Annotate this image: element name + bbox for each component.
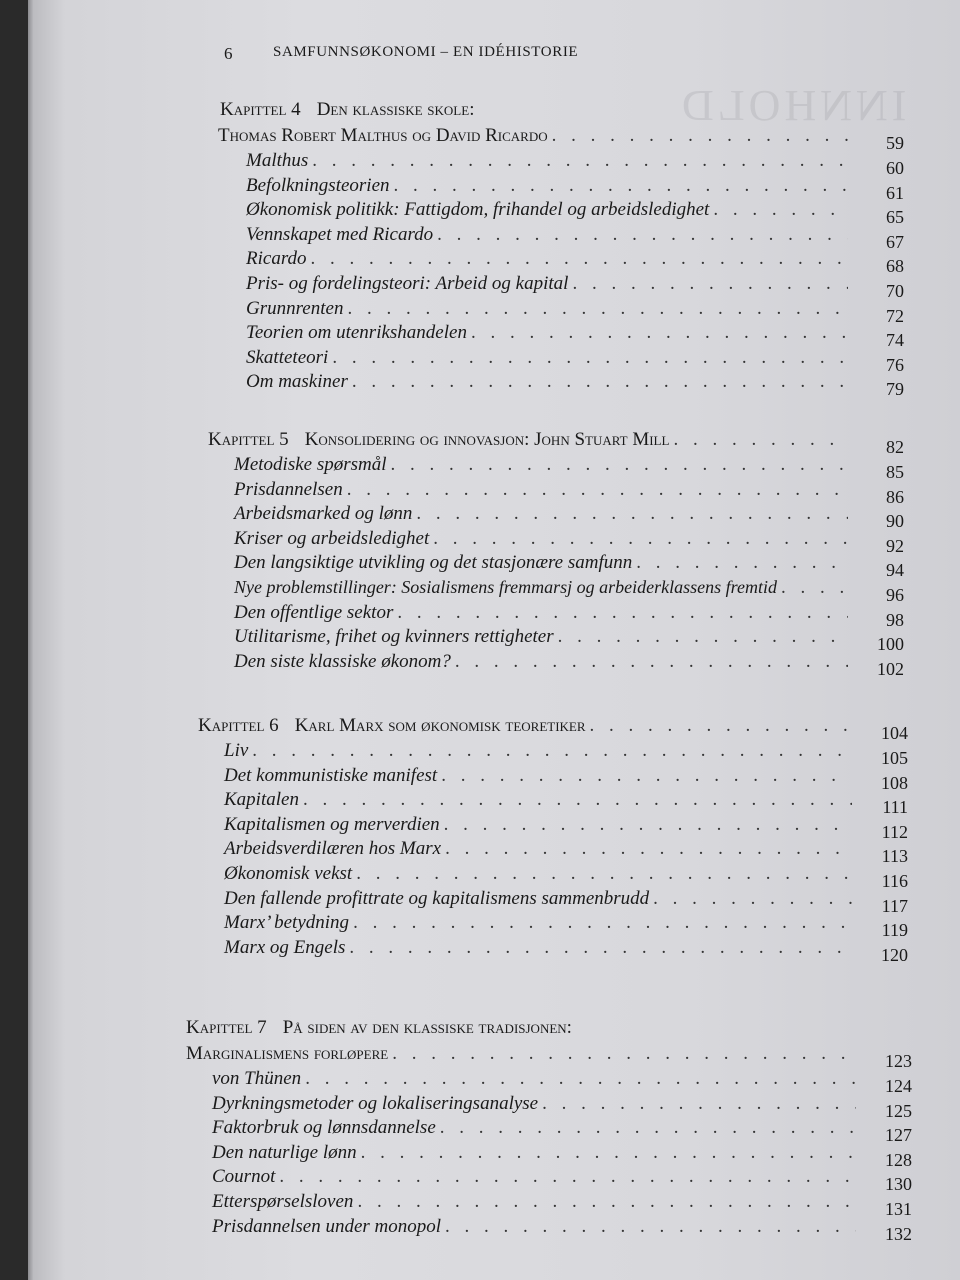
page-ref: 105 xyxy=(881,748,908,768)
toc-entry[interactable] xyxy=(234,477,904,507)
page-ref: 111 xyxy=(882,797,908,818)
chapter-title: På siden av den klassiske tradisjonen: xyxy=(282,1017,572,1038)
page-ref: 120 xyxy=(881,944,908,965)
page-ref: 85 xyxy=(886,462,904,482)
page-ref: 59 xyxy=(886,133,904,153)
dot-leader xyxy=(397,601,848,626)
dot-leader xyxy=(305,1067,856,1092)
entry-label: Den langsiktige utvikling og det stasjonære samfunn xyxy=(234,552,633,574)
entry-label: Arbeidsmarked og lønn xyxy=(234,503,413,525)
entry-label: Om maskiner xyxy=(246,371,348,393)
toc-entry[interactable] xyxy=(224,935,908,965)
page-ref: 61 xyxy=(886,182,904,203)
dot-leader xyxy=(445,837,852,862)
entry-label: Det kommunistiske manifest xyxy=(224,764,438,786)
page-ref: 127 xyxy=(885,1125,912,1146)
chapter-title-line2: Marginalismens forløpere xyxy=(186,1043,389,1064)
chapter-heading xyxy=(208,426,904,457)
toc-entry[interactable] xyxy=(234,452,904,482)
page-ref: 65 xyxy=(886,207,904,228)
dot-leader xyxy=(636,551,848,576)
page-ref: 119 xyxy=(881,920,908,941)
toc-entry[interactable] xyxy=(234,575,904,605)
page-ref: 98 xyxy=(886,609,904,630)
chapter-5 xyxy=(208,426,904,679)
page-ref: 96 xyxy=(886,584,904,605)
chapter-label: Kapittel 7 xyxy=(186,1017,267,1038)
entry-label: Pris- og fordelingsteori: Arbeid og kapital xyxy=(246,272,569,294)
toc-entry[interactable] xyxy=(246,197,904,228)
dot-leader xyxy=(347,478,848,503)
entry-label: Utilitarisme, frihet og kvinners rettigheter xyxy=(234,626,554,648)
toc-entry[interactable] xyxy=(212,1091,912,1121)
page-ref: 108 xyxy=(881,772,908,793)
toc-entry[interactable] xyxy=(234,600,904,630)
dot-leader xyxy=(394,174,848,199)
dot-leader xyxy=(440,1116,856,1141)
page-ref: 72 xyxy=(886,305,904,326)
toc-entry[interactable] xyxy=(224,861,908,891)
page-ref: 130 xyxy=(885,1174,912,1195)
dot-leader xyxy=(303,788,852,813)
dot-leader xyxy=(353,911,852,936)
chapter-4 xyxy=(218,96,904,400)
toc-entry[interactable] xyxy=(234,550,904,581)
entry-label: von Thünen xyxy=(212,1068,302,1089)
chapter-label: Kapittel 6 xyxy=(198,715,279,736)
dot-leader xyxy=(356,862,852,887)
toc-entry[interactable] xyxy=(234,526,904,556)
chapter-title: Den klassiske skole: xyxy=(316,99,475,120)
chapter-label: Kapittel 5 xyxy=(208,429,289,450)
show-through-text: INNHOLD xyxy=(678,81,907,130)
toc-entry[interactable] xyxy=(246,246,904,277)
entry-label: Marx’ betydning xyxy=(224,912,350,934)
entry-label: Cournot xyxy=(212,1166,276,1188)
page-ref: 60 xyxy=(886,158,904,178)
dot-leader xyxy=(444,813,852,838)
page-ref: 92 xyxy=(886,535,904,556)
entry-label: Den offentlige sektor xyxy=(234,601,394,623)
entry-label: Økonomisk vekst xyxy=(224,862,353,884)
chapter-heading xyxy=(186,1014,912,1071)
dot-leader xyxy=(542,1092,856,1117)
entry-label: Etterspørselsloven xyxy=(212,1190,354,1212)
page-number: 6 xyxy=(224,44,233,63)
page-ref: 132 xyxy=(885,1223,912,1244)
dot-leader xyxy=(252,739,852,764)
page-edge xyxy=(28,0,34,1280)
toc-entry[interactable] xyxy=(212,1189,912,1219)
page-ref: 82 xyxy=(886,437,904,457)
toc-entry[interactable] xyxy=(246,296,904,326)
page-ref: 100 xyxy=(877,634,904,655)
dot-leader xyxy=(455,650,848,675)
dot-leader xyxy=(590,712,852,739)
page-ref: 102 xyxy=(877,658,904,679)
book-page xyxy=(28,0,960,1280)
dot-leader xyxy=(332,346,848,371)
entry-label: Økonomisk politikk: Fattigdom, frihandel og arbeidsledighet xyxy=(246,199,710,221)
page-ref: 128 xyxy=(885,1149,912,1170)
entry-label: Ricardo xyxy=(246,248,307,270)
entry-label: Dyrkningsmetoder og lokaliseringsanalyse xyxy=(212,1092,539,1114)
entry-label: Skatteteori xyxy=(246,346,329,368)
dot-leader xyxy=(653,887,852,912)
dot-leader xyxy=(416,502,848,527)
chapter-title-line2: Thomas Robert Malthus og David Ricardo xyxy=(218,125,548,146)
dot-leader xyxy=(445,1215,856,1240)
section-list xyxy=(246,148,904,400)
toc-entry[interactable] xyxy=(212,1115,912,1146)
toc-entry[interactable] xyxy=(246,320,904,351)
entry-label: Liv xyxy=(224,740,249,761)
page-ref: 116 xyxy=(881,870,908,891)
chapter-label: Kapittel 4 xyxy=(220,99,301,120)
dot-leader xyxy=(781,576,848,601)
chapter-6 xyxy=(198,712,908,965)
chapter-title: Konsolidering og innovasjon: John Stuart Mill xyxy=(304,429,670,450)
entry-label: Befolkningsteorien xyxy=(246,174,390,196)
page-ref: 131 xyxy=(885,1198,912,1219)
dot-leader xyxy=(673,426,848,453)
page-ref: 113 xyxy=(881,846,908,867)
page-ref: 123 xyxy=(885,1051,912,1071)
dot-leader xyxy=(312,149,848,174)
dot-leader xyxy=(391,453,848,478)
entry-label: Malthus xyxy=(246,150,309,171)
entry-label: Kriser og arbeidsledighet xyxy=(234,527,430,549)
chapter-title: Karl Marx som økonomisk teoretiker xyxy=(294,715,586,736)
page-ref: 104 xyxy=(881,723,908,743)
toc-entry[interactable] xyxy=(246,173,904,203)
page-ref: 86 xyxy=(886,486,904,507)
running-head xyxy=(224,44,578,64)
section-list xyxy=(234,452,904,679)
dot-leader xyxy=(441,764,852,789)
dot-leader xyxy=(352,370,848,395)
entry-label: Vennskapet med Ricardo xyxy=(246,223,434,245)
toc-entry[interactable] xyxy=(224,836,908,867)
toc-entry[interactable] xyxy=(212,1164,912,1195)
section-list xyxy=(224,738,908,965)
entry-label: Prisdannelsen under monopol xyxy=(212,1215,442,1237)
toc-entry[interactable] xyxy=(246,148,904,178)
entry-label: Den siste klassiske økonom? xyxy=(234,650,451,672)
toc-entry[interactable] xyxy=(246,369,904,400)
page-ref: 76 xyxy=(886,354,904,375)
page-ref: 94 xyxy=(886,560,904,581)
dot-leader xyxy=(471,321,848,346)
toc-entry[interactable] xyxy=(246,345,904,375)
toc-entry[interactable] xyxy=(224,763,908,793)
page-ref: 124 xyxy=(885,1076,912,1096)
toc-entry[interactable] xyxy=(234,501,904,532)
toc-entry[interactable] xyxy=(246,222,904,252)
dot-leader xyxy=(347,297,848,322)
entry-label: Prisdannelsen xyxy=(234,478,343,500)
dot-leader xyxy=(558,625,848,650)
entry-label: Metodiske spørsmål xyxy=(234,454,387,475)
entry-label: Grunnrenten xyxy=(246,297,344,319)
dot-leader xyxy=(433,527,848,552)
entry-label: Den fallende profittrate og kapitalismens sammenbrudd xyxy=(224,887,650,909)
entry-label: Teorien om utenrikshandelen xyxy=(246,322,467,344)
toc-entry[interactable] xyxy=(234,624,904,655)
dot-leader xyxy=(572,272,848,297)
page-ref: 70 xyxy=(886,280,904,301)
toc-entry[interactable] xyxy=(224,787,908,818)
entry-label: Nye problemstillinger: Sosialismens fremmarsj og arbeiderklassens fremtid xyxy=(234,576,777,597)
dot-leader xyxy=(361,1141,856,1166)
toc-entry[interactable] xyxy=(224,812,908,842)
page-ref: 112 xyxy=(881,821,908,842)
page-ref: 68 xyxy=(886,256,904,277)
chapter-7 xyxy=(186,1014,912,1244)
toc-entry[interactable] xyxy=(224,738,908,768)
toc-entry[interactable] xyxy=(224,910,908,941)
dot-leader xyxy=(357,1190,856,1215)
dot-leader xyxy=(279,1165,856,1190)
dot-leader xyxy=(713,198,848,223)
dot-leader xyxy=(349,936,852,961)
page-ref: 74 xyxy=(886,330,904,351)
dot-leader xyxy=(311,247,848,272)
section-list xyxy=(212,1066,912,1244)
toc-entry[interactable] xyxy=(246,271,904,301)
page-ref: 125 xyxy=(885,1100,912,1121)
page-ref: 67 xyxy=(886,231,904,252)
dot-leader xyxy=(552,122,848,149)
running-head-title: SAMFUNNSØKONOMI – EN IDÉHISTORIE xyxy=(273,44,579,60)
entry-label: Den naturlige lønn xyxy=(212,1141,357,1163)
dot-leader xyxy=(392,1040,856,1067)
page-ref: 79 xyxy=(886,379,904,400)
entry-label: Arbeidsverdilæren hos Marx xyxy=(224,838,442,860)
toc-entry[interactable] xyxy=(224,886,908,916)
page-ref: 117 xyxy=(881,895,908,916)
dot-leader xyxy=(437,223,848,248)
toc-entry[interactable] xyxy=(212,1214,912,1244)
toc-entry[interactable] xyxy=(212,1066,912,1096)
page-ref: 90 xyxy=(886,511,904,532)
toc-entry[interactable] xyxy=(212,1140,912,1170)
entry-label: Faktorbruk og lønnsdannelse xyxy=(212,1117,436,1139)
entry-label: Kapitalismen og merverdien xyxy=(224,813,440,835)
toc-entry[interactable] xyxy=(234,649,904,679)
chapter-heading xyxy=(218,96,904,153)
entry-label: Marx og Engels xyxy=(224,936,346,958)
entry-label: Kapitalen xyxy=(224,789,299,811)
chapter-heading xyxy=(198,712,908,743)
